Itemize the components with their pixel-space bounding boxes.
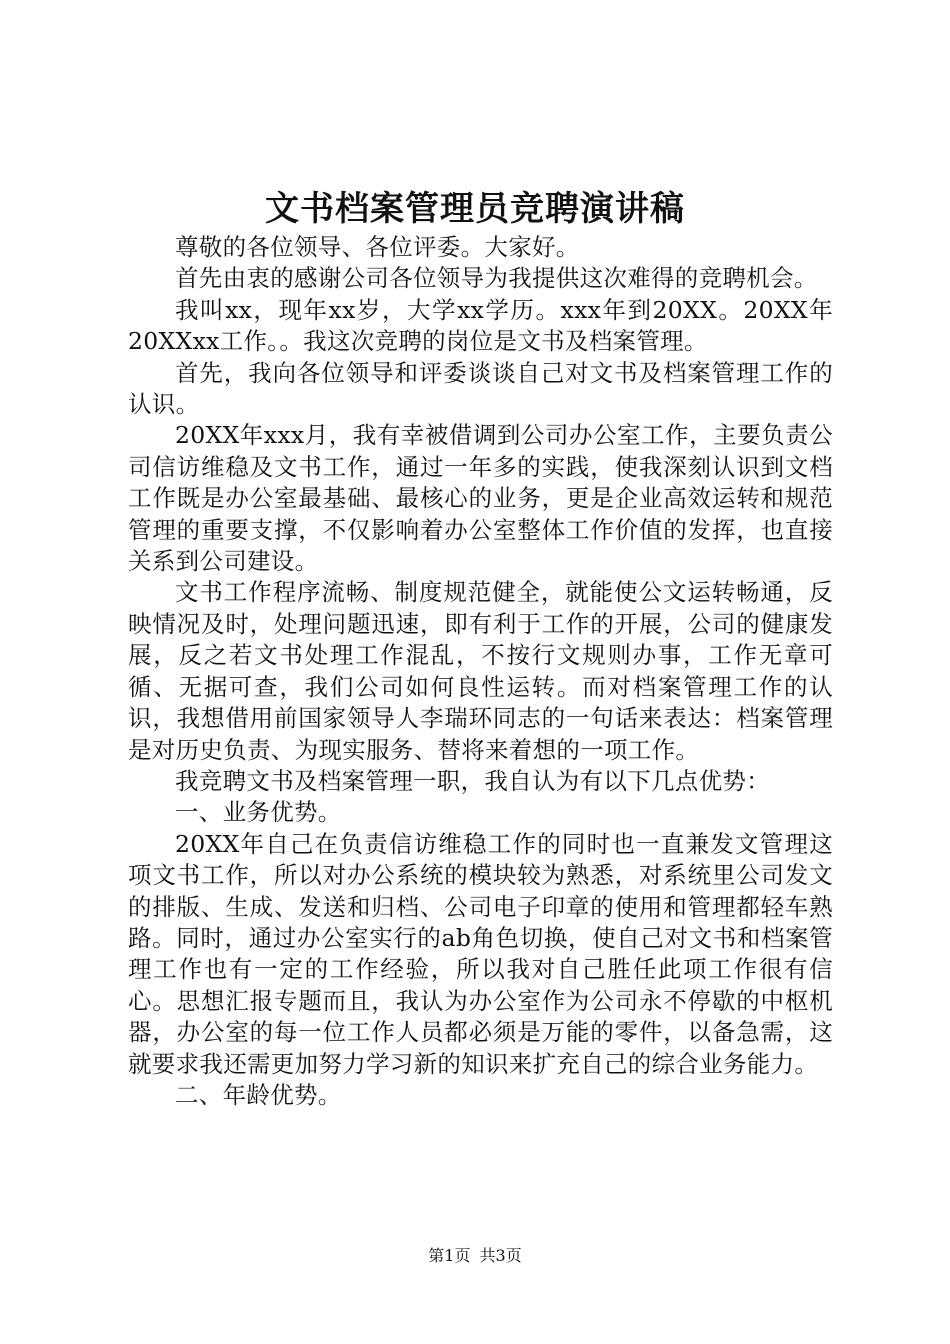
paragraph-importance: 文书工作程序流畅、制度规范健全，就能使公文运转畅通，反映情况及时，处理问题迅速，即有利于工作的开展，公司的健康发展，反之若文书处理工作混乱，不按行文规则办事，工作无章可循、无据可查，我们公司如何良性运转。而对档案管理工作的认识，我想借用前国家领导人李瑞环同志的一句话来表达：档案管理是对历史负责、为现实服务、替将来着想的一项工作。 [128, 578, 833, 764]
page-number: 第1页 [428, 1246, 471, 1265]
paragraph-thanks: 首先由衷的感谢公司各位领导为我提供这次难得的竞聘机会。 [175, 264, 818, 293]
page-footer [0, 1244, 950, 1268]
paragraph-self-intro: 我叫xx，现年xx岁，大学xx学历。xxx年到20XX。20XX年20XXxx工作。。我这次竞聘的岗位是文书及档案管理。 [128, 295, 833, 356]
document-title: 文书档案管理员竞聘演讲稿 [265, 189, 685, 229]
document-body [128, 232, 833, 1111]
paragraph-greeting: 尊敬的各位领导、各位评委。大家好。 [175, 233, 580, 261]
paragraph-understanding-intro: 首先，我向各位领导和评委谈谈自己对文书及档案管理工作的认识。 [128, 358, 833, 419]
paragraph-advantages-intro: 我竞聘文书及档案管理一职，我自认为有以下几点优势： [175, 766, 770, 795]
paragraph-experience: 20XX年xxx月，我有幸被借调到公司办公室工作，主要负责公司信访维稳及文书工作，通过一年多的实践，使我深刻认识到文档工作既是办公室最基础、最核心的业务，更是企业高效运转和规范管理的重要支撑，不仅影响着办公室整体工作价值的发挥，也直接关系到公司建设。 [128, 421, 833, 576]
page-total: 共3页 [479, 1246, 522, 1265]
paragraph-business-advantage: 20XX年自己在负责信访维稳工作的同时也一直兼发文管理这项文书工作，所以对办公系统的模块较为熟悉，对系统里公司发文的排版、生成、发送和归档、公司电子印章的使用和管理都轻车熟路。同时，通过办公室实行的ab角色切换，使自己对文书和档案管理工作也有一定的工作经验，所以我对自己胜任此项工作很有信心。思想汇报专题而且，我认为办公室作为公司永不停歇的中枢机器，办公室的每一位工作人员都必须是万能的零件，以备急需，这就要求我还需更加努力学习新的知识来扩充自己的综合业务能力。 [128, 829, 833, 1078]
heading-business-advantage: 一、业务优势。 [175, 798, 342, 827]
heading-age-advantage: 二、年龄优势。 [175, 1080, 342, 1109]
